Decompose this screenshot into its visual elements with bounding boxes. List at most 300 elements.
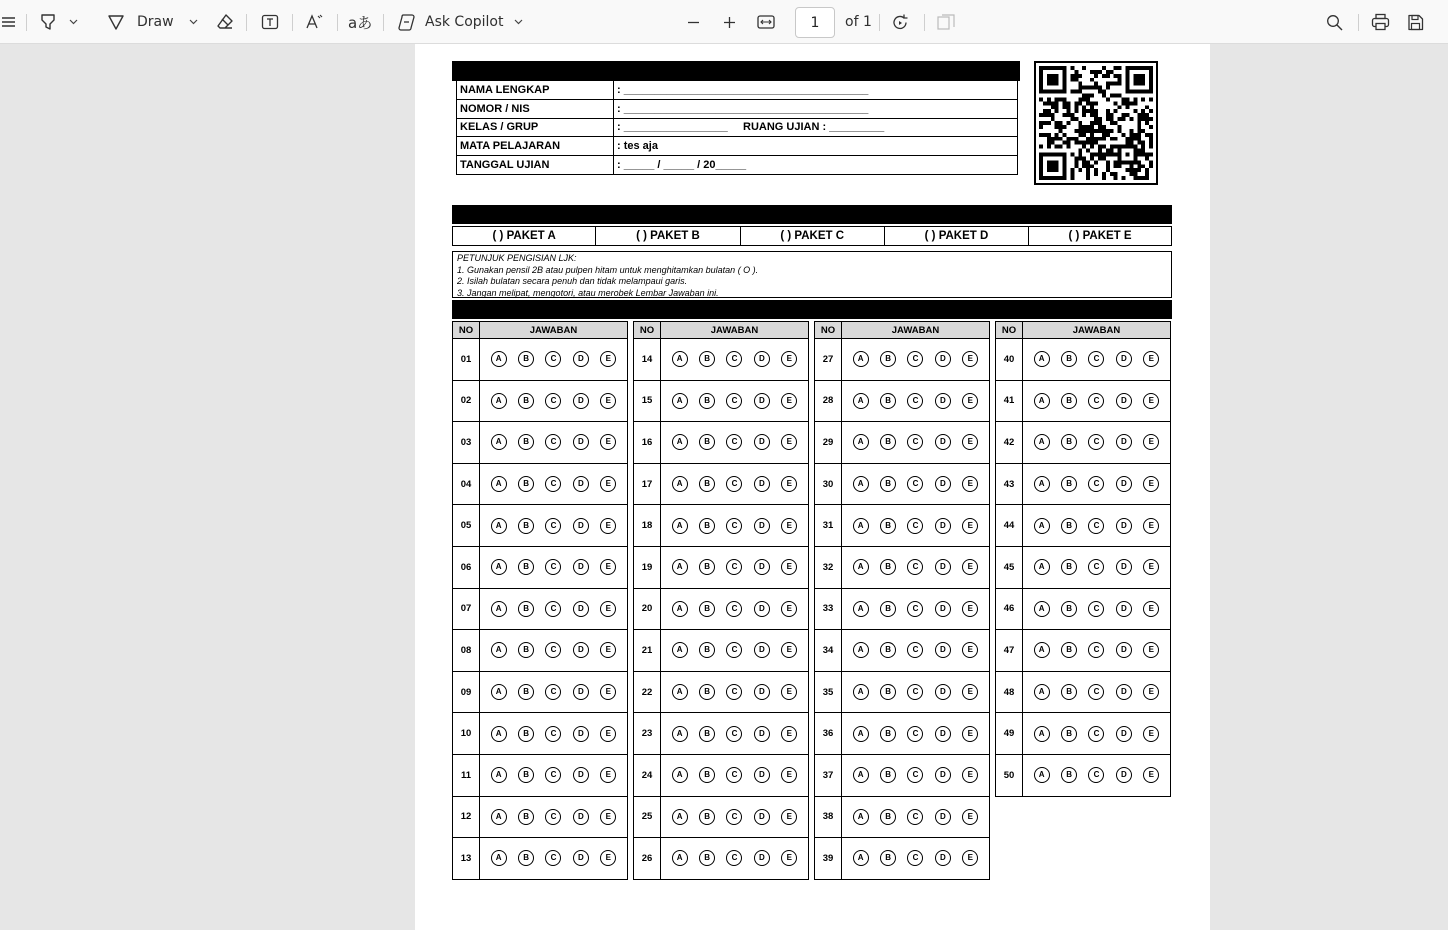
question-number: 17 [634,463,661,505]
answer-bubble: A [672,476,688,492]
save-button[interactable] [1407,0,1424,44]
answer-options [842,671,990,713]
answer-bubble: B [880,518,896,534]
answer-bubble: A [672,518,688,534]
answer-bubble: C [545,809,561,825]
answer-bubble: B [518,518,534,534]
question-number: 39 [815,838,842,880]
answer-bubble: E [1143,767,1159,783]
answer-bubble: A [853,393,869,409]
answer-bubble: D [1116,434,1132,450]
search-button[interactable] [1326,0,1343,44]
answer-options [1023,713,1171,755]
answer-bubble: D [754,559,770,575]
answer-bubble: B [880,642,896,658]
answer-bubble: C [1088,601,1104,617]
answer-bubble: B [699,476,715,492]
answer-options [661,838,809,880]
answer-row [996,546,1171,588]
answer-bubble: D [1116,351,1132,367]
answer-bubble: B [699,393,715,409]
answer-bubble: A [853,601,869,617]
answer-bubble: D [573,726,589,742]
answer-bubble: B [518,850,534,866]
answer-bubble: D [754,393,770,409]
package-option: ( ) PAKET A [453,227,596,246]
answer-bubble: C [545,476,561,492]
question-number: 34 [815,630,842,672]
draw-button[interactable] [107,0,198,44]
answer-bubble: D [573,684,589,700]
answer-options [480,838,628,880]
question-number: 06 [453,546,480,588]
answer-bubble: C [907,476,923,492]
answer-bubble: B [880,559,896,575]
answer-options [1023,754,1171,796]
answer-row [453,838,628,880]
question-number: 10 [453,713,480,755]
answer-bubble: E [781,351,797,367]
no-header: NO [634,322,661,339]
question-number: 12 [453,796,480,838]
answer-bubble: E [600,351,616,367]
question-number: 16 [634,422,661,464]
answer-bubble: A [853,559,869,575]
answer-row [996,339,1171,381]
save-icon [1407,14,1424,31]
answer-row [634,505,809,547]
answer-bubble: C [1088,393,1104,409]
answer-bubble: C [545,684,561,700]
answer-bubble: A [853,767,869,783]
answer-bubble: A [1034,518,1050,534]
answer-bubble: D [754,684,770,700]
answer-options [842,796,990,838]
answer-options [480,380,628,422]
answer-options [1023,422,1171,464]
question-number: 15 [634,380,661,422]
fit-width-button[interactable] [757,0,775,44]
answer-options [842,505,990,547]
answer-bubble: C [545,518,561,534]
answer-options [661,422,809,464]
answer-options [661,796,809,838]
rotate-icon [891,13,910,32]
answer-bubble: E [1143,476,1159,492]
answer-row [815,713,990,755]
answer-bubble: A [1034,393,1050,409]
answer-row [634,588,809,630]
answer-bubble: B [699,518,715,534]
package-option: ( ) PAKET D [884,227,1028,246]
pdf-toolbar [0,0,1448,44]
answer-bubble: B [880,393,896,409]
draw-label: Draw [137,14,174,30]
answer-bubble: D [1116,684,1132,700]
copilot-icon [397,13,416,32]
answer-options [1023,588,1171,630]
answer-bubble: A [491,434,507,450]
answer-bubble: D [1116,767,1132,783]
toolbar-divider [292,14,293,31]
question-number: 31 [815,505,842,547]
answer-bubble: D [754,809,770,825]
question-number: 33 [815,588,842,630]
answer-bubble: C [545,434,561,450]
answer-bubble: D [754,476,770,492]
answer-bubble: B [699,767,715,783]
answer-bubble: B [518,809,534,825]
answer-options [1023,505,1171,547]
answer-options [480,671,628,713]
answer-bubble: A [491,393,507,409]
answer-bubble: C [726,642,742,658]
answer-bubble: C [726,476,742,492]
identity-row [457,99,1018,118]
answer-row [815,671,990,713]
search-icon [1326,14,1343,31]
answer-bubble: C [907,642,923,658]
answer-bubble: A [672,434,688,450]
zoom-in-button[interactable] [723,0,736,44]
answer-options [480,339,628,381]
translate-button[interactable] [348,0,372,44]
answer-bubble: D [1116,601,1132,617]
answer-bubble: C [545,767,561,783]
answer-bubble: D [935,767,951,783]
answer-bubble: E [781,684,797,700]
answer-row [996,713,1171,755]
answer-bubble: B [699,601,715,617]
answer-bubble: C [907,601,923,617]
answer-bubble: C [545,642,561,658]
answer-bubble: A [853,850,869,866]
answer-bubble: B [518,476,534,492]
answer-bubble: B [880,726,896,742]
print-button[interactable] [1371,0,1390,44]
answer-options [842,630,990,672]
answer-bubble: E [600,850,616,866]
question-number: 36 [815,713,842,755]
answer-row [996,422,1171,464]
answer-bubble: D [1116,476,1132,492]
answer-bubble: C [907,726,923,742]
question-number: 26 [634,838,661,880]
answer-bubble: A [1034,601,1050,617]
ask-copilot-button[interactable] [397,0,523,44]
answer-bubble: C [726,351,742,367]
question-number: 50 [996,754,1023,796]
answer-bubble: B [699,351,715,367]
answer-row [815,630,990,672]
question-number: 41 [996,380,1023,422]
question-number: 20 [634,588,661,630]
answer-bubble: A [853,642,869,658]
answer-row [453,422,628,464]
answer-row [815,838,990,880]
answer-bubble: D [754,434,770,450]
answer-row [996,630,1171,672]
jawaban-header: JAWABAN [842,322,990,339]
answer-bubble: A [853,434,869,450]
chevron-down-icon[interactable] [69,19,78,25]
page-view-icon [937,14,955,30]
answer-bubble: E [600,726,616,742]
answer-bubble: D [935,434,951,450]
answer-bubble: E [781,559,797,575]
answer-bubble: E [962,476,978,492]
answer-bubble: E [962,601,978,617]
question-number: 38 [815,796,842,838]
answer-bubble: E [962,684,978,700]
answer-bubble: C [1088,767,1104,783]
answer-options [842,422,990,464]
answer-options [661,754,809,796]
answer-bubble: D [1116,726,1132,742]
header-bar [452,61,1020,81]
answer-options [842,713,990,755]
answer-row [634,796,809,838]
answer-bubble: E [781,393,797,409]
answer-bubble: D [573,518,589,534]
answer-bubble: E [962,809,978,825]
answer-bubble: A [853,726,869,742]
answer-bubble: E [962,393,978,409]
read-aloud-button[interactable] [305,0,325,44]
eraser-icon [216,13,234,31]
answer-bubble: E [962,726,978,742]
answer-bubble: A [491,726,507,742]
answer-bubble: E [600,809,616,825]
answer-bubble: E [962,351,978,367]
answer-bubble: A [853,351,869,367]
toolbar-divider [879,14,880,31]
answer-bubble: A [672,726,688,742]
rotate-button[interactable] [891,0,910,44]
answer-bubble: E [600,476,616,492]
answer-row [996,505,1171,547]
highlight-button[interactable] [39,0,78,44]
page-number-input[interactable] [795,7,835,38]
answer-row [996,463,1171,505]
question-number: 18 [634,505,661,547]
answer-bubble: C [1088,434,1104,450]
menu-icon[interactable] [2,0,16,44]
answer-bubble: A [491,559,507,575]
field-value: : _____ / _____ / 20_____ [614,156,1018,175]
answer-row [815,546,990,588]
answer-bubble: E [781,809,797,825]
pen-icon [107,13,125,31]
question-number: 08 [453,630,480,672]
answer-column [814,321,990,880]
chevron-down-icon[interactable] [189,19,198,25]
answer-bubble: B [518,351,534,367]
answer-row [453,713,628,755]
answer-bubble: B [880,351,896,367]
no-header: NO [996,322,1023,339]
answer-options [480,796,628,838]
answer-options [661,588,809,630]
toolbar-divider [924,14,925,31]
answer-bubble: D [935,518,951,534]
jawaban-header: JAWABAN [480,322,628,339]
answer-bubble: A [672,809,688,825]
identity-row [457,156,1018,175]
answer-row [996,754,1171,796]
chevron-down-icon[interactable] [514,19,523,25]
toolbar-divider [383,14,384,31]
answer-column [995,321,1171,797]
answer-bubble: C [907,351,923,367]
answer-bubble: C [545,393,561,409]
package-option: ( ) PAKET B [596,227,740,246]
answer-options [661,546,809,588]
answer-bubble: B [1061,351,1077,367]
answer-bubble: A [1034,351,1050,367]
instruction-item: 1. Gunakan pensil 2B atau pulpen hitam untuk menghitamkan bulatan ( O ). [457,264,759,275]
question-number: 19 [634,546,661,588]
answer-bubble: E [781,850,797,866]
answer-bubble: A [672,684,688,700]
answer-bubble: D [573,559,589,575]
answer-bubble: A [672,393,688,409]
answer-bubble: D [573,767,589,783]
answer-bubble: E [781,518,797,534]
question-number: 05 [453,505,480,547]
answer-bubble: E [962,518,978,534]
answer-bubble: D [935,559,951,575]
minus-icon [687,16,700,29]
text-box-button[interactable] [261,0,279,44]
answer-bubble: A [491,351,507,367]
answer-bubble: A [1034,559,1050,575]
answer-bubble: C [545,601,561,617]
answer-row [996,671,1171,713]
answer-bubble: E [781,642,797,658]
answer-bubble: B [1061,684,1077,700]
answer-options [842,339,990,381]
answer-bubble: E [1143,642,1159,658]
answer-bubble: D [1116,518,1132,534]
answer-bubble: A [853,476,869,492]
answer-row [634,546,809,588]
answer-bubble: C [907,684,923,700]
answer-bubble: B [699,726,715,742]
question-number: 30 [815,463,842,505]
answer-options [1023,339,1171,381]
answer-bubble: D [754,601,770,617]
answer-bubble: C [1088,476,1104,492]
field-label: NOMOR / NIS [457,99,614,118]
answer-bubble: A [672,850,688,866]
answer-bubble: C [907,518,923,534]
identity-row [457,137,1018,156]
question-number: 44 [996,505,1023,547]
instruction-item: 3. Jangan melipat, mengotori, atau merobek Lembar Jawaban ini. [457,287,719,298]
question-number: 25 [634,796,661,838]
answer-row [815,754,990,796]
answer-bubble: E [600,518,616,534]
answer-bubble: B [1061,642,1077,658]
answer-bubble: B [1061,601,1077,617]
answer-bubble: C [726,809,742,825]
field-value: : ________________________________________ [614,99,1018,118]
answer-bubble: A [491,601,507,617]
answer-row [815,339,990,381]
plus-icon [723,16,736,29]
package-header-bar [452,205,1172,224]
page-view-button[interactable] [937,0,955,44]
read-aloud-icon [305,13,325,31]
question-number: 40 [996,339,1023,381]
answer-options [842,838,990,880]
answer-bubble: C [726,559,742,575]
answer-options [1023,380,1171,422]
answer-row [453,339,628,381]
answer-options [661,713,809,755]
answer-bubble: B [518,767,534,783]
answer-bubble: D [754,726,770,742]
answer-options [480,588,628,630]
answer-options [661,505,809,547]
answer-bubble: B [880,684,896,700]
answer-options [842,463,990,505]
answer-bubble: E [781,767,797,783]
answer-options [1023,671,1171,713]
answer-row [453,796,628,838]
answer-bubble: E [1143,393,1159,409]
answer-bubble: B [1061,767,1077,783]
answer-bubble: A [672,642,688,658]
question-number: 03 [453,422,480,464]
instructions-box [452,251,1172,298]
answer-row [815,505,990,547]
answer-bubble: B [880,601,896,617]
answer-row [634,463,809,505]
answer-bubble: B [699,434,715,450]
answer-row [634,838,809,880]
question-number: 21 [634,630,661,672]
answer-bubble: D [573,809,589,825]
answer-bubble: C [1088,642,1104,658]
answer-bubble: D [573,601,589,617]
answer-bubble: B [699,559,715,575]
question-number: 28 [815,380,842,422]
question-number: 35 [815,671,842,713]
answer-column [452,321,628,880]
question-number: 32 [815,546,842,588]
answer-bubble: D [754,642,770,658]
answer-bubble: D [935,850,951,866]
zoom-out-button[interactable] [687,0,700,44]
eraser-button[interactable] [216,0,234,44]
answer-bubble: B [1061,559,1077,575]
page-total: of 1 [845,14,872,30]
answer-row [634,713,809,755]
answer-bubble: E [1143,518,1159,534]
answer-bubble: E [1143,351,1159,367]
answer-bubble: D [935,684,951,700]
question-number: 37 [815,754,842,796]
answer-bubble: D [1116,642,1132,658]
answer-options [661,671,809,713]
answer-header-bar [452,300,1172,319]
answer-options [661,339,809,381]
question-number: 42 [996,422,1023,464]
answer-bubble: A [672,767,688,783]
answer-bubble: C [726,518,742,534]
